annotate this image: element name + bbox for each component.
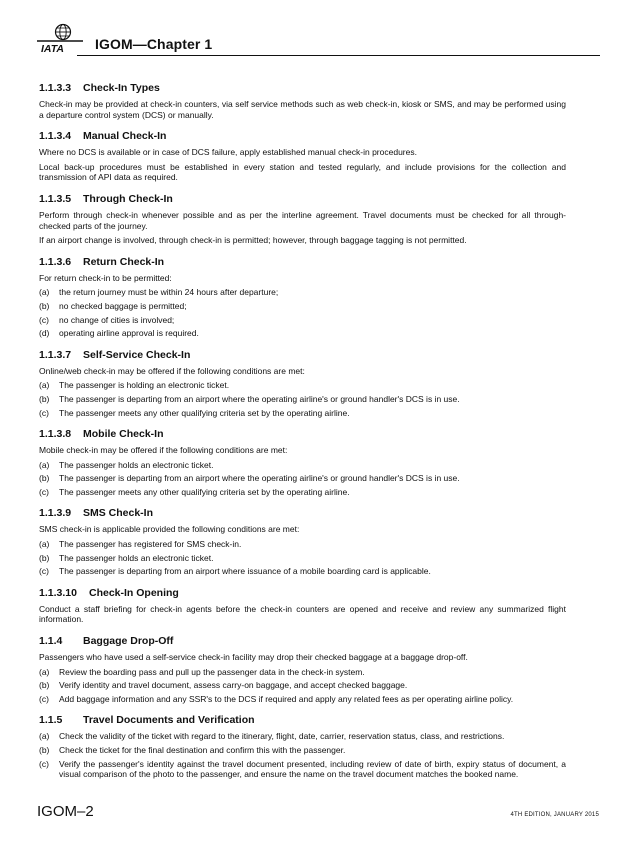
section: [39, 349, 566, 418]
list-item-text: The passenger is holding an electronic ticket.: [59, 380, 230, 391]
list-marker: (a): [39, 666, 50, 677]
paragraph: Conduct a staff briefing for check-in agents before the check-in counters are opened and receive and review any summarized flight information.: [39, 603, 566, 625]
section: [39, 507, 566, 576]
paragraph: Check-in may be provided at check-in counters, via self service methods such as web check-in, kiosk or SMS, and may be performed using a departure control system (DCS) or manually.: [39, 99, 566, 120]
section-title: Check-In Types: [83, 82, 160, 94]
list-marker: (b): [39, 393, 50, 404]
list-marker: (c): [39, 566, 49, 577]
list-item: [39, 487, 566, 498]
edition-label: 4TH EDITION, JANUARY 2015: [510, 812, 599, 818]
section-number: 1.1.5: [39, 714, 63, 727]
iata-logo-icon: [37, 23, 83, 53]
header-rule: [77, 55, 600, 56]
section: [39, 82, 566, 120]
list-item-text: Check the ticket for the final destination and confirm this with the passenger.: [59, 745, 346, 755]
section-heading: [39, 349, 566, 362]
list-item: [39, 315, 566, 326]
list-item: [39, 460, 566, 471]
list-item-text: no change of cities is involved;: [59, 314, 175, 325]
list-marker: (c): [39, 314, 49, 325]
list-item-text: Review the boarding pass and pull up the passenger data in the check-in system.: [59, 666, 365, 677]
paragraph: Passengers who have used a self-service check-in facility may drop their checked baggage at a baggage drop-off.: [39, 652, 468, 663]
section-heading: [39, 714, 566, 727]
list-item-text: The passenger has registered for SMS check-in.: [59, 539, 242, 550]
section-number: 1.1.3.6: [39, 255, 72, 268]
list-item-text: The passenger meets any other qualifying criteria set by the operating airline.: [59, 486, 350, 497]
paragraph: If an airport change is involved, through check-in is permitted; however, through baggage tagging is not permitted.: [39, 235, 467, 246]
section-title: SMS Check-In: [83, 507, 154, 520]
list-item-text: Verify identity and travel document, assess carry-on baggage, and accept checked baggage.: [59, 680, 408, 691]
paragraph: Online/web check-in may be offered if the following conditions are met:: [39, 365, 305, 376]
list-item-text: Check the validity of the ticket with regard to the itinerary, flight, date, carrier, reservation status, class, and restrictions.: [59, 731, 505, 742]
section: [39, 193, 566, 246]
paragraph: Perform through check-in whenever possible and as per the interline agreement. Travel documents must be checked for all through-checked parts of the journey.: [39, 209, 566, 231]
section-number: 1.1.3.7: [39, 348, 72, 361]
section: [39, 635, 566, 704]
section-heading: [39, 82, 566, 95]
list-marker: (b): [39, 680, 50, 691]
list-item: [39, 566, 566, 577]
list-marker: (d): [39, 328, 50, 339]
section: [39, 714, 566, 779]
section-heading: [39, 635, 566, 648]
list-item: [39, 539, 566, 550]
paragraph: SMS check-in is applicable provided the following conditions are met:: [39, 524, 300, 535]
list-marker: (b): [39, 473, 50, 484]
section-heading: [39, 428, 566, 441]
section-heading: [39, 507, 566, 520]
paragraph: Local back-up procedures must be established in every station and tested regularly, and include provisions for the collection and transmission of API data as required.: [39, 161, 566, 183]
list-marker: (b): [39, 552, 50, 563]
paragraph: Where no DCS is available or in case of DCS failure, apply established manual check-in procedures.: [39, 147, 417, 158]
list-item: [39, 667, 566, 678]
list-item: [39, 473, 566, 484]
section-title: Travel Documents and Verification: [83, 714, 255, 727]
list-marker: (b): [39, 745, 50, 755]
page-number: IGOM–2: [37, 803, 94, 820]
section-number: 1.1.3.4: [39, 130, 72, 143]
section-heading: [39, 193, 566, 206]
list-marker: (c): [39, 758, 49, 769]
list-item-text: The passenger holds an electronic ticket.: [59, 459, 214, 470]
list-item: [39, 680, 566, 691]
section-number: 1.1.3.8: [39, 428, 72, 441]
list-item: [39, 745, 566, 756]
section-number: 1.1.3.5: [39, 192, 72, 205]
list-item: [39, 694, 566, 705]
section-title: Manual Check-In: [83, 130, 167, 143]
section: [39, 587, 566, 625]
list-marker: (a): [39, 731, 50, 742]
section-number: 1.1.3.10: [39, 586, 77, 599]
list-item-text: Add baggage information and any SSR's to the DCS if required and apply any related fees as per operating airline policy.: [59, 693, 514, 704]
list-marker: (c): [39, 407, 49, 418]
list-item: [39, 301, 566, 312]
list-item-text: operating airline approval is required.: [59, 328, 199, 339]
list-marker: (a): [39, 539, 50, 550]
list-item: [39, 394, 566, 405]
list-item: [39, 380, 566, 391]
list-item: [39, 553, 566, 564]
list-item-text: the return journey must be within 24 hours after departure;: [59, 287, 279, 298]
section: [39, 130, 566, 183]
document-body: [39, 82, 566, 790]
list-item: [39, 731, 566, 742]
section-title: Return Check-In: [83, 255, 165, 268]
list-marker: (b): [39, 300, 50, 311]
section-number: 1.1.3.3: [39, 82, 72, 94]
section: [39, 256, 566, 339]
section-title: Through Check-In: [83, 192, 173, 205]
section-number: 1.1.3.9: [39, 507, 72, 520]
list-item: [39, 328, 566, 339]
section-title: Self-Service Check-In: [83, 348, 191, 361]
list-item-text: The passenger meets any other qualifying criteria set by the operating airline.: [59, 407, 350, 418]
section-title: Mobile Check-In: [83, 428, 164, 441]
section-heading: [39, 587, 566, 600]
list-marker: (c): [39, 486, 49, 497]
list-marker: (a): [39, 459, 50, 470]
section: [39, 428, 566, 497]
list-marker: (a): [39, 380, 50, 391]
list-item-text: Verify the passenger's identity against the travel document presented, including review of date of birth, expiry status of document, a visual comparison of the photo to the passenger, and ensure the name on the travel document matches the booked name.: [59, 758, 566, 780]
section-number: 1.1.4: [39, 635, 63, 648]
paragraph: Mobile check-in may be offered if the following conditions are met:: [39, 445, 288, 456]
list-item: [39, 287, 566, 298]
list-item-text: The passenger is departing from an airport where the operating airline's or ground handler's DCS is in use.: [59, 473, 460, 484]
svg-text:IATA: IATA: [41, 43, 64, 53]
list-item: [39, 759, 566, 780]
chapter-title: IGOM—Chapter 1: [95, 36, 213, 52]
list-item-text: The passenger is departing from an airport where the operating airline's or ground handler's DCS is in use.: [59, 393, 460, 404]
paragraph: For return check-in to be permitted:: [39, 272, 172, 283]
list-item-text: The passenger holds an electronic ticket.: [59, 552, 214, 563]
section-heading: [39, 256, 566, 269]
page-header: [37, 22, 600, 56]
list-item-text: no checked baggage is permitted;: [59, 300, 187, 311]
list-marker: (c): [39, 693, 49, 704]
section-title: Check-In Opening: [89, 586, 179, 599]
list-item: [39, 408, 566, 419]
section-heading: [39, 130, 566, 143]
list-item-text: The passenger is departing from an airport where issuance of a mobile boarding card is applicable.: [59, 566, 431, 577]
section-title: Baggage Drop-Off: [83, 635, 174, 648]
list-marker: (a): [39, 287, 50, 298]
